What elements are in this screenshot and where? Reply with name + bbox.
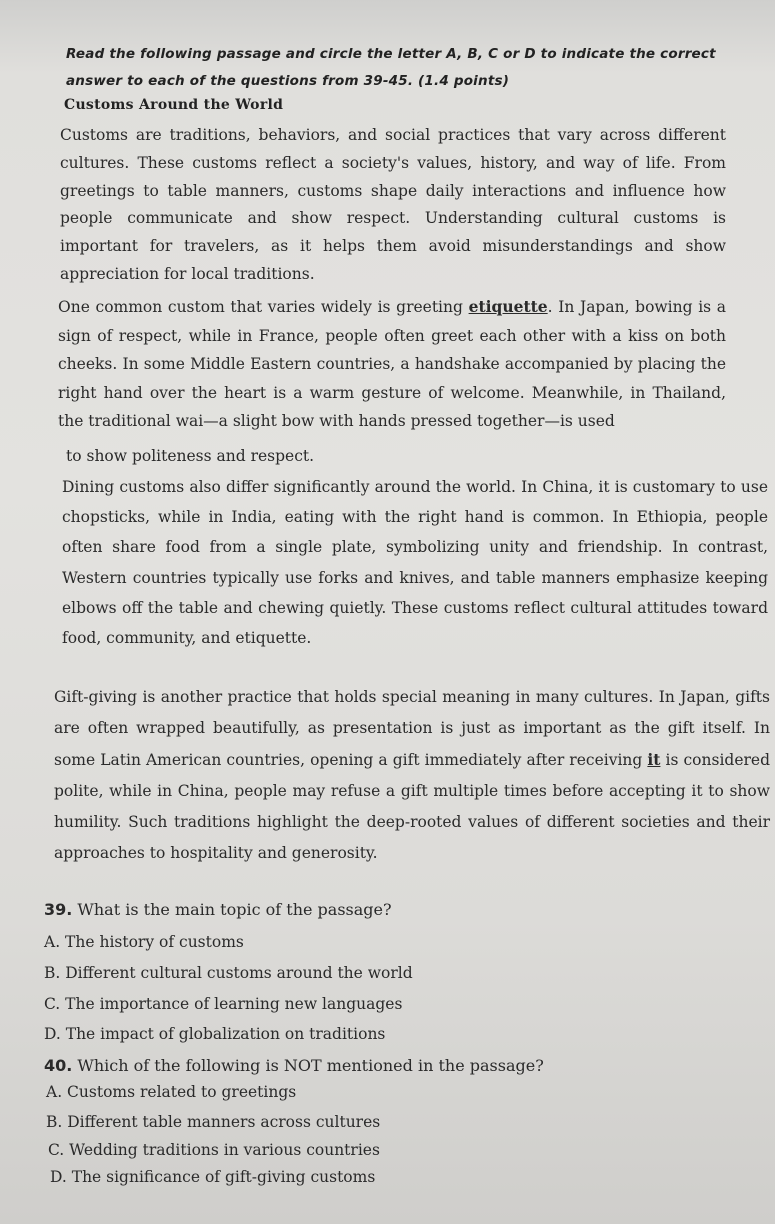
paragraph-4-text-before: Gift-giving is another practice that holds special meaning in many cultures. In Japan, gifts are often wrapped beautifully, as presentation is just as important as the gift itself. In some Latin American countries, opening a gift immediately after receiving bbox=[54, 688, 770, 769]
option-39-d[interactable]: D. The impact of globalization on traditions bbox=[44, 1025, 386, 1043]
keyword-etiquette: etiquette bbox=[468, 297, 548, 316]
question-40 bbox=[44, 1056, 544, 1075]
question-39 bbox=[44, 900, 392, 919]
passage-title: Customs Around the World bbox=[64, 97, 284, 113]
paragraph-4-text-after: is considered polite, while in China, people may refuse a gift multiple times before accepting it to show humility. Such traditions highlight the deep-rooted values of different societies and their approaches to hospitality and generosity. bbox=[54, 751, 770, 862]
question-text: Which of the following is NOT mentioned in the passage? bbox=[72, 1056, 544, 1075]
passage-paragraph-2-continuation: to show politeness and respect. bbox=[66, 447, 315, 465]
option-40-c[interactable]: C. Wedding traditions in various countries bbox=[48, 1141, 380, 1159]
keyword-it: it bbox=[647, 750, 661, 769]
question-number: 40. bbox=[44, 1056, 73, 1075]
passage-paragraph-1: Customs are traditions, behaviors, and social practices that vary across different cultures. These customs reflect a society's values, history, and way of life. From greetings to table manners, customs shape daily interactions and influence how people communicate and show respect. Understanding cultural customs is important for travelers, as it helps them avoid misunderstandings and show appreciation for local traditions. bbox=[60, 126, 726, 283]
passage-paragraph-4 bbox=[54, 682, 770, 869]
question-number: 39. bbox=[44, 900, 73, 919]
instruction-text: Read the following passage and circle the letter A, B, C or D to indicate the correct answer to each of the questions from 39-45. (1.4 points) bbox=[66, 46, 716, 89]
option-40-d[interactable]: D. The significance of gift-giving customs bbox=[50, 1168, 376, 1186]
option-39-c[interactable]: C. The importance of learning new languages bbox=[44, 995, 403, 1013]
paragraph-2-text-after: . In Japan, bowing is a sign of respect, while in France, people often greet each other with a kiss on both cheeks. In some Middle Eastern countries, a handshake accompanied by placing the right hand over the heart is a warm gesture of welcome. Meanwhile, in Thailand, the traditional wai—a slight bow with hands pressed together—is used bbox=[58, 298, 727, 431]
passage-paragraph-3: Dining customs also differ significantly around the world. In China, it is customary to use chopsticks, while in India, eating with the right hand is common. In Ethiopia, people often share food from a single plate, symbolizing unity and friendship. In contrast, Western countries typically use forks and knives, and table manners emphasize keeping elbows off the table and chewing quietly. These customs reflect cultural attitudes toward food, community, and etiquette. bbox=[62, 478, 768, 648]
passage-paragraph-2 bbox=[58, 293, 726, 436]
paragraph-2-text-before: One common custom that varies widely is greeting bbox=[58, 298, 469, 316]
option-40-b[interactable]: B. Different table manners across cultures bbox=[46, 1113, 381, 1131]
question-text: What is the main topic of the passage? bbox=[72, 900, 392, 919]
option-39-b[interactable]: B. Different cultural customs around the world bbox=[44, 964, 413, 982]
option-40-a[interactable]: A. Customs related to greetings bbox=[46, 1083, 297, 1101]
option-39-a[interactable]: A. The history of customs bbox=[44, 933, 244, 951]
